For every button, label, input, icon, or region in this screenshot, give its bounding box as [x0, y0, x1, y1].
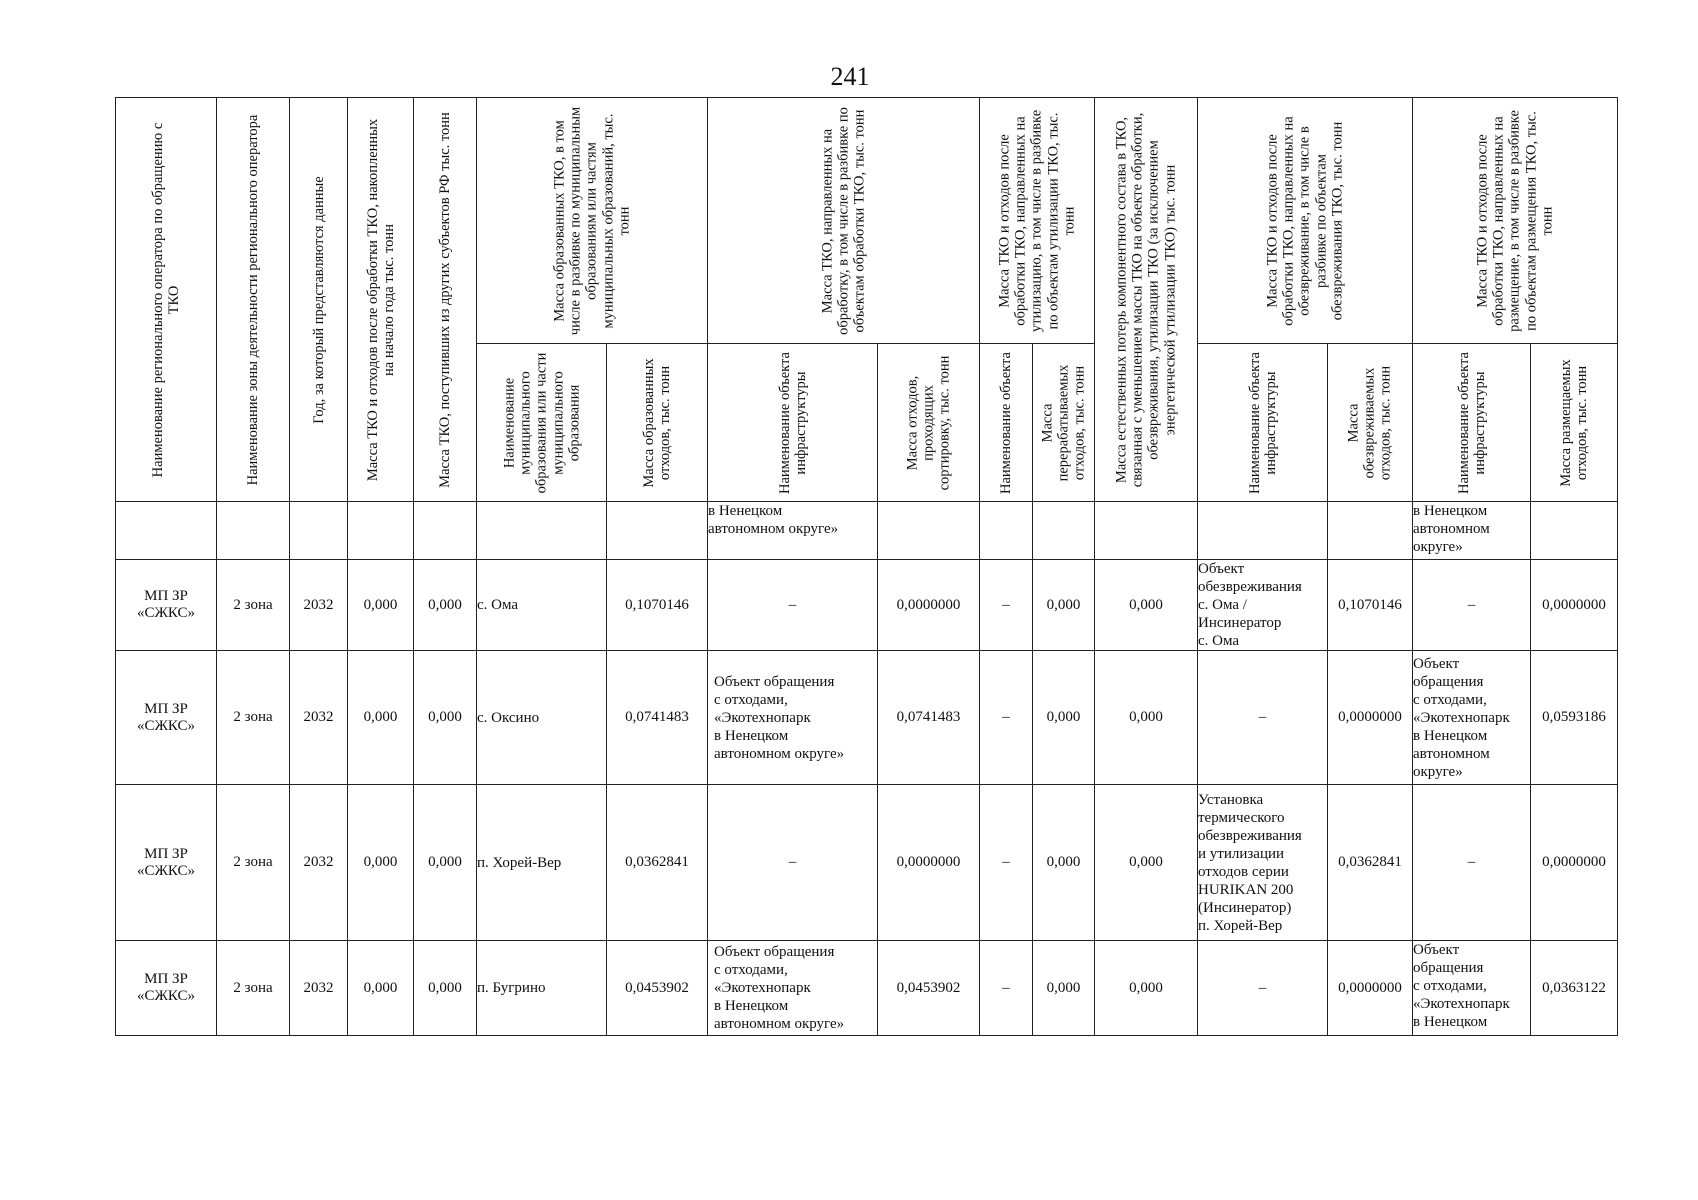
cell-neutralization-name: – [1198, 651, 1328, 785]
cell-placement-name: Объект обращения с отходами, «Экотехнопарк в Ненецком автономном округе» [1413, 651, 1531, 785]
table-row [116, 560, 1618, 651]
cell-zone: 2 зона [217, 560, 290, 651]
cell-formed-name: с. Оксино [477, 651, 607, 785]
cell-placement-mass: 0,0593186 [1531, 651, 1618, 785]
cell-mass-start: 0,000 [348, 785, 414, 941]
table-row [116, 651, 1618, 785]
cell-operator: МП ЗР «СЖКС» [116, 560, 217, 651]
cell-mass-start: 0,000 [348, 560, 414, 651]
cell-year: 2032 [290, 941, 348, 1036]
header-formed-mass: Масса образованных отходов, тыс. тонн [607, 344, 708, 502]
cell-formed-mass: 0,0453902 [607, 941, 708, 1036]
header-neutralization-name: Наименование объекта инфраструктуры [1198, 344, 1328, 502]
cell-losses: 0,000 [1095, 785, 1198, 941]
cell-placement-name: Объект обращения с отходами, «Экотехнопарк в Ненецком [1413, 941, 1531, 1036]
cell-utilization-name: – [980, 941, 1033, 1036]
cell-placement-mass: 0,0000000 [1531, 560, 1618, 651]
cell-year: 2032 [290, 560, 348, 651]
header-mass-other: Масса ТКО, поступивших из других субъектов РФ тыс. тонн [414, 98, 477, 502]
cell-zone: 2 зона [217, 651, 290, 785]
cell-operator: МП ЗР «СЖКС» [116, 651, 217, 785]
header-processing-mass: Масса отходов, проходящих сортировку, тыс. тонн [878, 344, 980, 502]
header-formed-group: Масса образованных ТКО, в том числе в разбивке по муниципальным образованиям или частям муниципальных образований, тыс. тонн [477, 98, 708, 344]
cell-neutralization-mass: 0,1070146 [1328, 560, 1413, 651]
cell-formed-mass: 0,0741483 [607, 651, 708, 785]
header-processing-name: Наименование объекта инфраструктуры [708, 344, 878, 502]
cell-year: 2032 [290, 785, 348, 941]
cell-year: 2032 [290, 651, 348, 785]
header-neutralization-mass: Масса обезвреживаемых отходов, тыс. тонн [1328, 344, 1413, 502]
header-formed-name: Наименование муниципального образования или части муниципального образования [477, 344, 607, 502]
cell-zone: 2 зона [217, 785, 290, 941]
cell-processing-name: – [708, 560, 878, 651]
cell-mass-start: 0,000 [348, 651, 414, 785]
cell-placement-mass: 0,0363122 [1531, 941, 1618, 1036]
cell-processing-mass: 0,0000000 [878, 785, 980, 941]
header-neutralization-group: Масса ТКО и отходов после обработки ТКО, направленных на обезвреживание, в том числе в разбивке по объектам обезвреживания ТКО, тыс. тонн [1198, 98, 1413, 344]
cell-mass-other: 0,000 [414, 651, 477, 785]
cell-operator: МП ЗР «СЖКС» [116, 785, 217, 941]
cell-utilization-name: – [980, 785, 1033, 941]
table-row [116, 941, 1618, 1036]
cell-utilization-mass: 0,000 [1033, 560, 1095, 651]
continuation-processing-name: в Ненецком автономном округе» [708, 502, 878, 560]
page-number: 241 [830, 62, 870, 91]
continuation-placement-name: в Ненецком автономном округе» [1413, 502, 1531, 560]
cell-placement-mass: 0,0000000 [1531, 785, 1618, 941]
continuation-row [116, 502, 1618, 560]
cell-formed-mass: 0,0362841 [607, 785, 708, 941]
header-year: Год, за который представляются данные [290, 98, 348, 502]
cell-utilization-name: – [980, 560, 1033, 651]
cell-formed-mass: 0,1070146 [607, 560, 708, 651]
cell-neutralization-mass: 0,0362841 [1328, 785, 1413, 941]
waste-data-table [115, 97, 1618, 1036]
cell-neutralization-name: Установка термического обезвреживания и утилизации отходов серии HURIKAN 200 (Инсинератор) п. Хорей-Вер [1198, 785, 1328, 941]
cell-formed-name: с. Ома [477, 560, 607, 651]
cell-formed-name: п. Бугрино [477, 941, 607, 1036]
header-placement-mass: Масса размещаемых отходов, тыс. тонн [1531, 344, 1618, 502]
cell-utilization-mass: 0,000 [1033, 941, 1095, 1036]
header-mass-start: Масса ТКО и отходов после обработки ТКО, накопленных на начало года тыс. тонн [348, 98, 414, 502]
cell-neutralization-mass: 0,0000000 [1328, 651, 1413, 785]
cell-losses: 0,000 [1095, 651, 1198, 785]
header-placement-group: Масса ТКО и отходов после обработки ТКО, направленных на размещение, в том числе в разбивке по объектам размещения ТКО, тыс. тонн [1413, 98, 1618, 344]
cell-mass-other: 0,000 [414, 785, 477, 941]
cell-placement-name: – [1413, 785, 1531, 941]
cell-processing-mass: 0,0453902 [878, 941, 980, 1036]
cell-processing-name: Объект обращения с отходами, «Экотехнопарк в Ненецком автономном округе» [708, 941, 878, 1036]
cell-neutralization-name: Объект обезвреживания с. Ома / Инсинератор с. Ома [1198, 560, 1328, 651]
cell-neutralization-mass: 0,0000000 [1328, 941, 1413, 1036]
cell-losses: 0,000 [1095, 941, 1198, 1036]
header-processing-group: Масса ТКО, направленных на обработку, в том числе в разбивке по объектам обработки ТКО, тыс. тонн [708, 98, 980, 344]
header-operator: Наименование регионального оператора по обращению с ТКО [116, 98, 217, 502]
cell-mass-other: 0,000 [414, 560, 477, 651]
cell-losses: 0,000 [1095, 560, 1198, 651]
cell-mass-start: 0,000 [348, 941, 414, 1036]
table-row [116, 785, 1618, 941]
cell-processing-name: – [708, 785, 878, 941]
cell-processing-name: Объект обращения с отходами, «Экотехнопарк в Ненецком автономном округе» [708, 651, 878, 785]
cell-mass-other: 0,000 [414, 941, 477, 1036]
cell-utilization-mass: 0,000 [1033, 651, 1095, 785]
cell-utilization-name: – [980, 651, 1033, 785]
cell-processing-mass: 0,0000000 [878, 560, 980, 651]
header-utilization-group: Масса ТКО и отходов после обработки ТКО, направленных на утилизацию, в том числе в разбивке по объектам утилизации ТКО, тыс. тонн [980, 98, 1095, 344]
header-utilization-name: Наименование объекта [980, 344, 1033, 502]
cell-processing-mass: 0,0741483 [878, 651, 980, 785]
header-utilization-mass: Масса перерабатываемых отходов, тыс. тонн [1033, 344, 1095, 502]
cell-neutralization-name: – [1198, 941, 1328, 1036]
header-row-top [116, 98, 1618, 344]
cell-zone: 2 зона [217, 941, 290, 1036]
header-losses: Масса естественных потерь компонентного состава в ТКО, связанная с уменьшением массы ТКО на объекте обработки, обезвреживания, утилизации ТКО (за исключением энергетической утилизации ТКО) тыс. тонн [1095, 98, 1198, 502]
header-zone: Наименование зоны деятельности регионального оператора [217, 98, 290, 502]
cell-utilization-mass: 0,000 [1033, 785, 1095, 941]
cell-operator: МП ЗР «СЖКС» [116, 941, 217, 1036]
header-placement-name: Наименование объекта инфраструктуры [1413, 344, 1531, 502]
cell-formed-name: п. Хорей-Вер [477, 785, 607, 941]
cell-placement-name: – [1413, 560, 1531, 651]
